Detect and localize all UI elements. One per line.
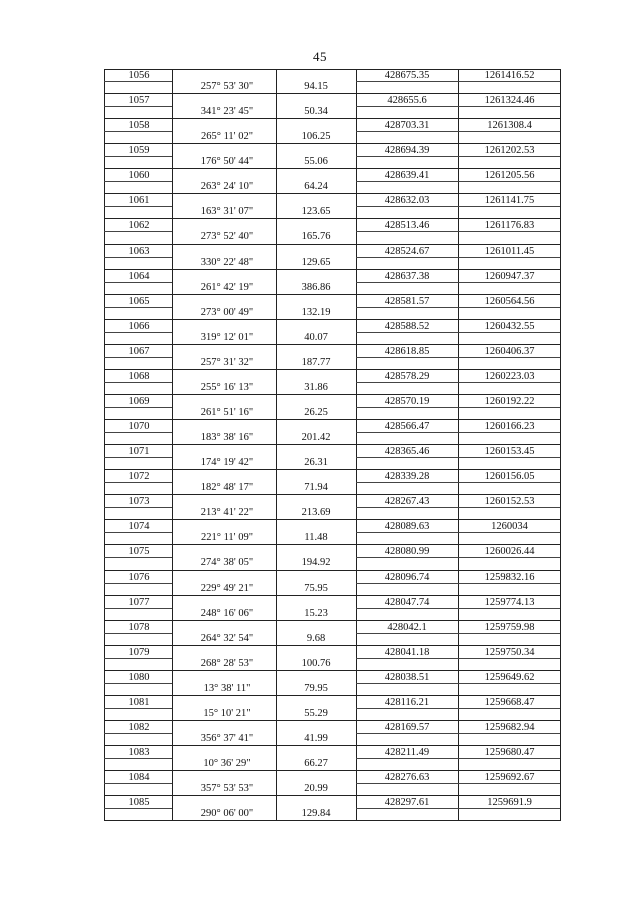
row-divider [104,332,172,333]
table-row [104,470,561,495]
point-cell: 1071 [128,446,150,458]
row-divider [458,683,560,684]
easting-cell: 1260192.22 [484,396,535,408]
table-row [104,69,561,94]
table-row [104,245,561,270]
easting-cell: 1261141.75 [484,195,535,207]
northing-cell: 428578.29 [384,370,430,382]
row-divider [356,206,458,207]
northing-cell: 428365.46 [384,446,430,458]
row-divider [356,633,458,634]
northing-cell: 428211.49 [384,747,430,759]
row-divider [356,683,458,684]
easting-cell: 1260152.53 [484,496,535,508]
row-divider [458,808,560,809]
bearing-cell: 261° 42' 19" [200,281,254,293]
point-cell: 1070 [128,421,150,433]
row-divider [356,583,458,584]
distance-cell: 194.92 [301,557,331,569]
table-row [104,194,561,219]
row-divider [458,307,560,308]
easting-cell: 1259832.16 [484,571,535,583]
row-divider [458,181,560,182]
row-divider [104,507,172,508]
row-divider [458,156,560,157]
table-row [104,169,561,194]
distance-cell: 129.65 [301,256,331,268]
easting-cell: 1260166.23 [484,421,535,433]
row-divider [356,357,458,358]
table-row [104,495,561,520]
distance-cell: 79.95 [304,682,328,694]
distance-cell: 15.23 [304,607,328,619]
point-cell: 1079 [128,646,150,658]
distance-cell: 26.25 [304,407,328,419]
point-cell: 1083 [128,747,150,759]
point-cell: 1076 [128,571,150,583]
row-divider [104,357,172,358]
row-divider [104,808,172,809]
point-cell: 1067 [128,345,150,357]
point-cell: 1073 [128,496,150,508]
point-cell: 1066 [128,320,150,332]
row-divider [104,181,172,182]
row-divider [356,332,458,333]
northing-cell: 428339.28 [384,471,430,483]
bearing-cell: 274° 38' 05" [200,557,254,569]
row-divider [104,633,172,634]
row-divider [458,382,560,383]
row-divider [458,257,560,258]
point-cell: 1056 [128,70,150,81]
distance-cell: 129.84 [301,808,331,820]
distance-cell: 64.24 [304,181,328,193]
table-row [104,571,561,596]
distance-cell: 75.95 [304,582,328,594]
row-divider [356,231,458,232]
row-divider [356,131,458,132]
row-divider [356,658,458,659]
bearing-cell: 257° 53' 30" [200,81,254,92]
easting-cell: 1261324.46 [484,95,535,107]
bearing-cell: 15° 10' 21" [203,707,251,719]
bearing-cell: 221° 11' 09" [201,532,253,544]
easting-cell: 1259680.47 [484,747,535,759]
page-number: 45 [313,49,327,64]
row-divider [458,708,560,709]
distance-cell: 55.29 [304,707,328,719]
distance-cell: 31.86 [304,381,328,393]
row-divider [356,758,458,759]
table-row [104,270,561,295]
northing-cell: 428566.47 [384,421,430,433]
table-row [104,144,561,169]
distance-cell: 123.65 [301,206,331,218]
point-cell: 1064 [128,270,150,282]
bearing-cell: 290° 06' 00" [200,808,254,820]
row-divider [356,783,458,784]
northing-cell: 428080.99 [384,546,430,558]
northing-cell: 428632.03 [384,195,430,207]
table-row [104,545,561,570]
northing-cell: 428618.85 [384,345,430,357]
easting-cell: 1261176.83 [484,220,535,232]
bearing-cell: 213° 41' 22" [200,507,254,519]
row-divider [104,733,172,734]
row-divider [356,733,458,734]
row-divider [458,457,560,458]
row-divider [458,357,560,358]
table-row [104,721,561,746]
distance-cell: 66.27 [304,758,328,770]
row-divider [356,407,458,408]
bearing-cell: 255° 16' 13" [200,381,254,393]
row-divider [356,81,458,82]
table-row [104,94,561,119]
point-cell: 1075 [128,546,150,558]
northing-cell: 428297.61 [384,797,430,809]
bearing-cell: 264° 32' 54" [200,632,254,644]
row-divider [458,658,560,659]
distance-cell: 55.06 [304,156,328,168]
row-divider [458,131,560,132]
row-divider [104,206,172,207]
northing-cell: 428041.18 [384,646,430,658]
row-divider [458,583,560,584]
row-divider [458,507,560,508]
distance-cell: 100.76 [301,657,331,669]
easting-cell: 1261202.53 [484,145,535,157]
northing-cell: 428703.31 [384,120,430,132]
table-row [104,771,561,796]
easting-cell: 1260223.03 [484,370,535,382]
table-row [104,445,561,470]
bearing-cell: 356° 37' 41" [200,733,254,745]
distance-cell: 41.99 [304,733,328,745]
row-divider [356,557,458,558]
easting-cell: 1260406.37 [484,345,535,357]
bearing-cell: 319° 12' 01" [200,331,254,343]
distance-cell: 9.68 [306,632,326,644]
row-divider [356,507,458,508]
row-divider [104,683,172,684]
easting-cell: 1261416.52 [484,70,535,81]
row-divider [458,532,560,533]
table-row [104,395,561,420]
table-row [104,320,561,345]
row-divider [104,106,172,107]
row-divider [458,282,560,283]
bearing-cell: 357° 53' 53" [200,783,254,795]
row-divider [458,783,560,784]
distance-cell: 20.99 [304,783,328,795]
bearing-cell: 174° 19' 42" [200,457,254,469]
northing-cell: 428042.1 [387,621,427,633]
easting-cell: 1260153.45 [484,446,535,458]
row-divider [458,758,560,759]
northing-cell: 428637.38 [384,270,430,282]
table-row [104,746,561,771]
easting-cell: 1260026.44 [484,546,535,558]
northing-cell: 428089.63 [384,521,430,533]
row-divider [104,557,172,558]
row-divider [458,557,560,558]
distance-cell: 213.69 [301,507,331,519]
distance-cell: 106.25 [301,131,331,143]
northing-cell: 428694.39 [384,145,430,157]
easting-cell: 1261205.56 [484,170,535,182]
point-cell: 1074 [128,521,150,533]
table-row [104,596,561,621]
distance-cell: 165.76 [301,231,331,243]
row-divider [458,608,560,609]
point-cell: 1077 [128,596,150,608]
northing-cell: 428570.19 [384,396,430,408]
distance-cell: 40.07 [304,331,328,343]
row-divider [104,231,172,232]
northing-cell: 428276.63 [384,772,430,784]
row-divider [104,382,172,383]
point-cell: 1059 [128,145,150,157]
point-cell: 1072 [128,471,150,483]
bearing-cell: 268° 28' 53" [200,657,254,669]
northing-cell: 428038.51 [384,671,430,683]
northing-cell: 428096.74 [384,571,430,583]
easting-cell: 1259750.34 [484,646,535,658]
bearing-cell: 263° 24' 10" [200,181,254,193]
row-divider [356,382,458,383]
row-divider [458,81,560,82]
row-divider [356,608,458,609]
row-divider [104,532,172,533]
survey-coordinates-table [104,69,561,821]
easting-cell: 1260156.05 [484,471,535,483]
point-cell: 1061 [128,195,150,207]
row-divider [458,482,560,483]
easting-cell: 1261011.45 [484,245,535,257]
bearing-cell: 163° 31' 07" [200,206,254,218]
bearing-cell: 10° 36' 29" [203,758,251,770]
table-row [104,796,561,821]
table-row [104,420,561,445]
bearing-cell: 176° 50' 44" [200,156,254,168]
bearing-cell: 330° 22' 48" [200,256,254,268]
northing-cell: 428513.46 [384,220,430,232]
distance-cell: 71.94 [304,482,328,494]
row-divider [104,783,172,784]
bearing-cell: 341° 23' 45" [200,106,254,118]
bearing-cell: 257° 31' 32" [200,356,254,368]
row-divider [356,307,458,308]
point-cell: 1082 [128,722,150,734]
table-row [104,119,561,144]
bearing-cell: 261° 51' 16" [200,407,254,419]
table-row [104,345,561,370]
table-row [104,696,561,721]
northing-cell: 428588.52 [384,320,430,332]
table-row [104,219,561,244]
northing-cell: 428116.21 [384,696,430,708]
northing-cell: 428169.57 [384,722,430,734]
table-row [104,621,561,646]
bearing-cell: 182° 48' 17" [200,482,254,494]
table-row [104,295,561,320]
row-divider [104,81,172,82]
row-divider [356,457,458,458]
point-cell: 1063 [128,245,150,257]
easting-cell: 1260034 [491,521,528,533]
point-cell: 1084 [128,772,150,784]
table-row [104,671,561,696]
distance-cell: 11.48 [304,532,328,544]
row-divider [356,808,458,809]
row-divider [356,282,458,283]
distance-cell: 187.77 [301,356,331,368]
easting-cell: 1261308.4 [487,120,532,132]
bearing-cell: 248° 16' 06" [200,607,254,619]
point-cell: 1069 [128,396,150,408]
point-cell: 1060 [128,170,150,182]
point-cell: 1085 [128,797,150,809]
row-divider [104,758,172,759]
northing-cell: 428639.41 [384,170,430,182]
point-cell: 1057 [128,95,150,107]
easting-cell: 1259691.9 [487,797,532,809]
point-cell: 1068 [128,370,150,382]
table-row [104,520,561,545]
row-divider [458,432,560,433]
point-cell: 1065 [128,295,150,307]
distance-cell: 386.86 [301,281,331,293]
row-divider [458,332,560,333]
row-divider [458,633,560,634]
bearing-cell: 13° 38' 11" [203,682,251,694]
easting-cell: 1260564.56 [484,295,535,307]
distance-cell: 201.42 [301,432,331,444]
row-divider [356,708,458,709]
row-divider [356,482,458,483]
distance-cell: 50.34 [304,106,328,118]
northing-cell: 428524.67 [384,245,430,257]
bearing-cell: 265° 11' 02" [201,131,253,143]
point-cell: 1080 [128,671,150,683]
row-divider [356,156,458,157]
easting-cell: 1260947.37 [484,270,535,282]
row-divider [104,608,172,609]
row-divider [356,432,458,433]
easting-cell: 1259668.47 [484,696,535,708]
easting-cell: 1259682.94 [484,722,535,734]
row-divider [104,257,172,258]
bearing-cell: 229° 49' 21" [200,582,254,594]
row-divider [104,432,172,433]
table-row [104,370,561,395]
row-divider [458,231,560,232]
row-divider [104,708,172,709]
row-divider [104,482,172,483]
row-divider [104,457,172,458]
bearing-cell: 273° 00' 49" [200,306,254,318]
row-divider [104,407,172,408]
row-divider [104,583,172,584]
row-divider [356,106,458,107]
row-divider [458,106,560,107]
row-divider [458,206,560,207]
northing-cell: 428047.74 [384,596,430,608]
easting-cell: 1259649.62 [484,671,535,683]
row-divider [104,156,172,157]
northing-cell: 428267.43 [384,496,430,508]
row-border [104,820,561,821]
row-divider [104,131,172,132]
distance-cell: 26.31 [304,457,328,469]
point-cell: 1081 [128,696,150,708]
bearing-cell: 273° 52' 40" [200,231,254,243]
row-divider [356,532,458,533]
point-cell: 1062 [128,220,150,232]
northing-cell: 428655.6 [387,95,427,107]
row-divider [104,307,172,308]
distance-cell: 94.15 [304,81,328,92]
row-divider [104,658,172,659]
easting-cell: 1260432.55 [484,320,535,332]
easting-cell: 1259759.98 [484,621,535,633]
point-cell: 1078 [128,621,150,633]
point-cell: 1058 [128,120,150,132]
row-divider [458,733,560,734]
row-divider [458,407,560,408]
northing-cell: 428675.35 [384,70,430,81]
row-divider [104,282,172,283]
easting-cell: 1259692.67 [484,772,535,784]
row-divider [356,181,458,182]
distance-cell: 132.19 [301,306,331,318]
easting-cell: 1259774.13 [484,596,535,608]
northing-cell: 428581.57 [384,295,430,307]
row-divider [356,257,458,258]
bearing-cell: 183° 38' 16" [200,432,254,444]
table-row [104,646,561,671]
